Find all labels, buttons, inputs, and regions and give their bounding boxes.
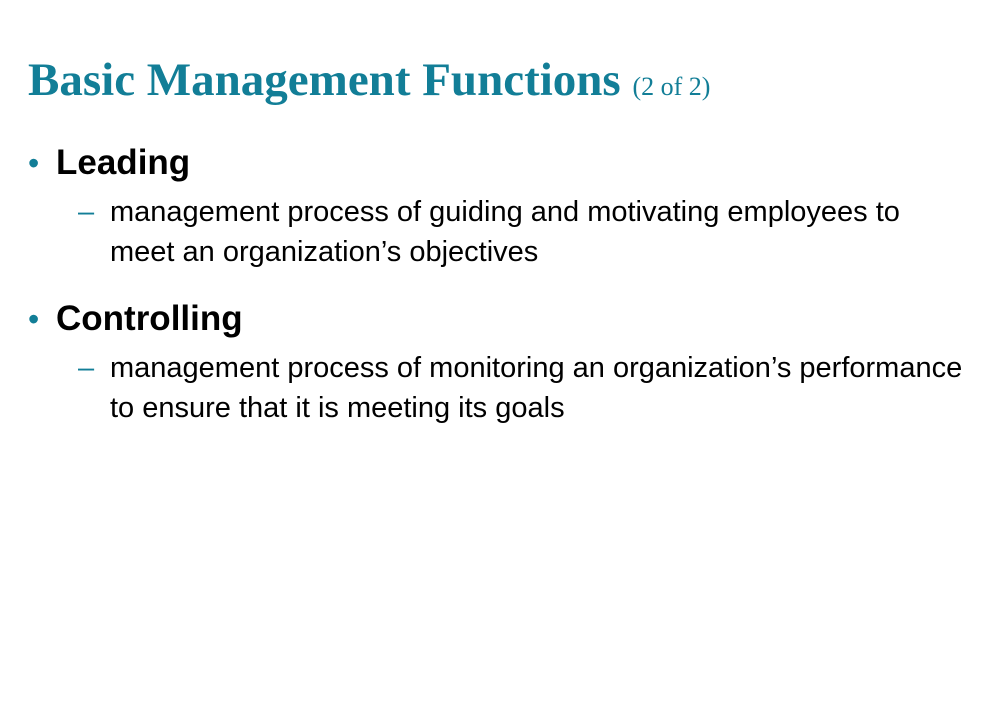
slide-title-text: Basic Management Functions: [28, 54, 621, 106]
dash-marker-icon: –: [78, 196, 95, 228]
bullet-controlling: [28, 294, 968, 428]
bullet-header: [28, 138, 968, 188]
slide-title-page-indicator: (2 of 2): [632, 72, 711, 101]
sub-bullet-text: management process of guiding and motivating employees to meet an organization’s objectives: [110, 196, 900, 268]
bullet-marker-icon: •: [28, 145, 40, 181]
bullet-leading: [28, 138, 968, 272]
dash-marker-icon: –: [78, 352, 95, 384]
sub-bullet: [28, 348, 968, 428]
bullet-label: Leading: [56, 143, 191, 182]
slide-body: [28, 138, 968, 450]
bullet-marker-icon: •: [28, 301, 40, 337]
sub-bullet: [28, 192, 968, 272]
slide-title: [28, 50, 710, 117]
bullet-header: [28, 294, 968, 344]
bullet-label: Controlling: [56, 299, 243, 338]
sub-bullet-text: management process of monitoring an organization’s performance to ensure that it is meeting its goals: [110, 352, 963, 424]
